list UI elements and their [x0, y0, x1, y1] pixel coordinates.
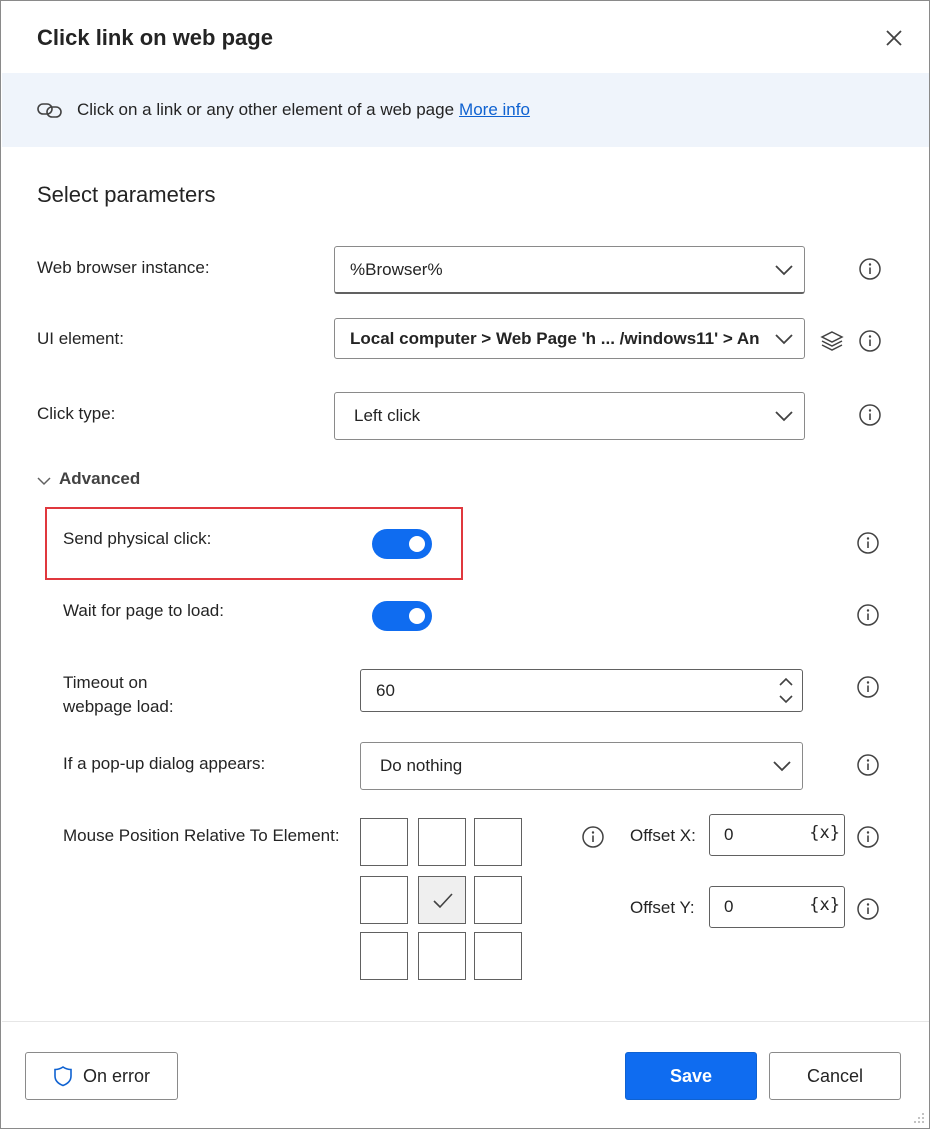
click-type-label: Click type:: [37, 404, 116, 423]
ui-element-dropdown[interactable]: [334, 318, 805, 359]
advanced-label: Advanced: [59, 469, 141, 488]
click-type-value: Left click: [354, 406, 421, 425]
timeout-input[interactable]: [360, 669, 803, 712]
info-icon[interactable]: [856, 675, 880, 699]
info-icon[interactable]: [858, 329, 882, 353]
footer-divider: [2, 1021, 929, 1022]
timeout-value: 60: [376, 680, 395, 700]
save-button[interactable]: Save: [625, 1052, 757, 1100]
info-icon[interactable]: [858, 257, 882, 281]
position-top-right[interactable]: [474, 818, 522, 866]
layers-icon[interactable]: [819, 328, 845, 354]
banner-text: Click on a link or any other element of a web page: [77, 100, 455, 119]
browser-instance-value: %Browser%: [350, 259, 443, 279]
popup-label: If a pop-up dialog appears:: [63, 754, 266, 773]
wait-page-load-label: Wait for page to load:: [63, 601, 224, 620]
on-error-label: On error: [82, 1065, 151, 1086]
offset-y-value: 0: [724, 897, 734, 916]
toggle-knob: [409, 536, 425, 552]
timeout-label: [63, 671, 174, 719]
send-physical-click-label: Send physical click:: [63, 529, 212, 548]
resize-grip-icon[interactable]: [911, 1110, 925, 1124]
shield-icon: [53, 1065, 73, 1087]
more-info-link[interactable]: More info: [459, 100, 530, 119]
chevron-down-icon: [774, 333, 794, 345]
info-icon[interactable]: [858, 403, 882, 427]
position-middle-right[interactable]: [474, 876, 522, 924]
position-bottom-center[interactable]: [418, 932, 466, 980]
offset-x-label: Offset X:: [630, 826, 696, 845]
position-bottom-left[interactable]: [360, 932, 408, 980]
offset-y-input[interactable]: [709, 886, 845, 928]
info-icon[interactable]: [856, 825, 880, 849]
info-icon[interactable]: [856, 603, 880, 627]
position-middle-center[interactable]: [418, 876, 466, 924]
position-middle-left[interactable]: [360, 876, 408, 924]
chevron-down-icon: [37, 476, 51, 486]
spin-down-icon[interactable]: [778, 694, 794, 704]
offset-x-input[interactable]: [709, 814, 845, 856]
position-top-center[interactable]: [418, 818, 466, 866]
info-icon[interactable]: [856, 897, 880, 921]
ui-element-label: UI element:: [37, 329, 124, 348]
banner-description: [77, 100, 530, 120]
dialog-title: Click link on web page: [37, 25, 273, 50]
checkmark-icon: [431, 891, 455, 911]
position-bottom-right[interactable]: [474, 932, 522, 980]
cancel-button[interactable]: Cancel: [769, 1052, 901, 1100]
insert-variable-button[interactable]: {x}: [809, 895, 840, 915]
mouse-position-label: Mouse Position Relative To Element:: [63, 826, 340, 845]
ui-element-value: Local computer > Web Page 'h ... /windows11' > An: [350, 328, 760, 348]
on-error-button[interactable]: [25, 1052, 178, 1100]
offset-x-value: 0: [724, 825, 734, 844]
info-banner: [2, 73, 929, 147]
insert-variable-button[interactable]: {x}: [809, 823, 840, 843]
chevron-down-icon: [774, 264, 794, 276]
wait-page-load-toggle[interactable]: [372, 601, 432, 631]
browser-instance-dropdown[interactable]: [334, 246, 805, 294]
offset-y-label: Offset Y:: [630, 898, 695, 917]
browser-instance-label: Web browser instance:: [37, 258, 210, 277]
close-button[interactable]: [881, 25, 907, 51]
timeout-label-line1: Timeout on: [63, 673, 148, 692]
section-title: Select parameters: [37, 182, 216, 207]
link-icon: [36, 97, 64, 123]
click-type-dropdown[interactable]: [334, 392, 805, 440]
info-icon[interactable]: [581, 825, 605, 849]
spin-up-icon[interactable]: [778, 677, 794, 687]
timeout-label-line2: webpage load:: [63, 697, 174, 716]
info-icon[interactable]: [856, 753, 880, 777]
toggle-knob: [409, 608, 425, 624]
send-physical-click-toggle[interactable]: [372, 529, 432, 559]
close-icon: [881, 25, 907, 51]
chevron-down-icon: [774, 410, 794, 422]
position-top-left[interactable]: [360, 818, 408, 866]
info-icon[interactable]: [856, 531, 880, 555]
popup-value: Do nothing: [380, 756, 463, 775]
chevron-down-icon: [772, 760, 792, 772]
popup-dropdown[interactable]: [360, 742, 803, 790]
